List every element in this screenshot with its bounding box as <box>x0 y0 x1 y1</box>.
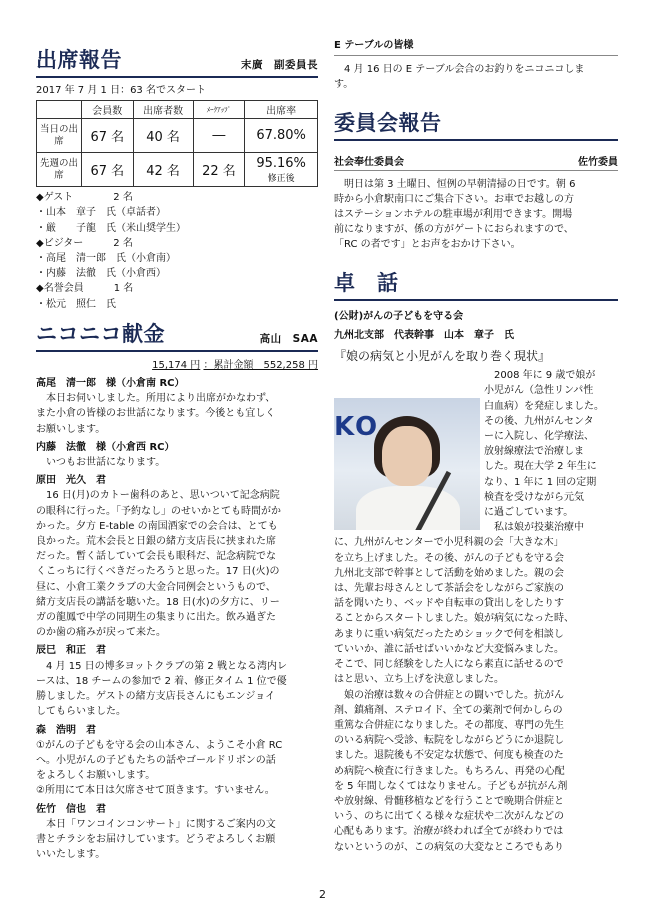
talk-line: ないというのが、この病気の大変なところでもあり <box>334 841 564 853</box>
entry-line: だった。暫く話していて会長も眼科だ、記念病院でな <box>36 551 276 563</box>
entry-line: お願いします。 <box>36 423 106 435</box>
talk-line: 白血病）を発症しました。 <box>484 400 604 412</box>
talk-line: を 5 年間しなくてはなりません。子どもが抗がん剤 <box>334 780 568 792</box>
attendance-list <box>36 190 318 312</box>
niko-reporter: 高山 SAA <box>259 332 318 345</box>
talk-line: 剤、鎮痛剤、ステロイド、全ての薬剤で何かしらの <box>334 704 563 716</box>
row-rate-cell <box>245 153 318 187</box>
talk-line: 検査を受けながら元気 <box>484 491 584 503</box>
talk-title: 卓 話 <box>334 270 399 295</box>
attendance-summary: 2017 年 7 月 1 日：63 名でスタート <box>36 85 206 96</box>
talk-line: ていいか、誰に話せばいいかなど大変悩みました。 <box>334 643 564 655</box>
photo-speaker-face <box>382 426 432 486</box>
talk-line: その後、九州がんセンタ <box>484 415 594 427</box>
talk-line: した。現在大学 2 年生に <box>484 461 597 473</box>
etable-heading <box>334 38 618 56</box>
entry-line: をよろしくお願いします。 <box>36 770 156 782</box>
niko-entry <box>36 473 318 640</box>
committee-line: 「RC の者です」とお声をおかけ下さい。 <box>334 239 521 251</box>
etable-line: 4 月 16 日の E テーブル会合のお釣りをニコニコしま <box>344 64 585 76</box>
committee-line: 時から小倉駅南口にご集合下さい。お車でお越しの方 <box>334 193 574 205</box>
page-number: 2 <box>319 888 326 901</box>
talk-line: に過ごしています。 <box>484 507 574 519</box>
talk-line: なり、1 年に 1 回の定期 <box>484 476 597 488</box>
niko-totals <box>36 358 318 373</box>
row-members: 67 名 <box>82 119 134 153</box>
entry-line: ースは、18 チームの参加で 2 着、修正タイム 1 位で優 <box>36 675 287 687</box>
table-header-cell: 出席者数 <box>133 101 193 119</box>
row-members: 67 名 <box>82 153 134 187</box>
row-label: 当日の出席 <box>37 119 82 153</box>
talk-line: ました。退院後も不安定な状態で、何度も検査のた <box>334 750 564 762</box>
committee-line: 明日は第 3 土曜日、恒例の早朝清掃の日です。朝 6 <box>344 178 576 190</box>
niko-total-today: 15,174 円 <box>152 359 201 371</box>
list-item: ・高尾 清一郎 氏（小倉南） <box>36 253 176 265</box>
entry-line: 緒方支店長の講話を聴いた。18 日(水)の夕方に、リー <box>36 596 280 608</box>
committee-section: 社会奉仕委員会 <box>334 156 404 168</box>
table-row <box>37 153 318 187</box>
talk-line: あまりに重い病気だったためショックで何を相談し <box>334 628 564 640</box>
entry-line: へ。小児がんの子どもたちの話やゴールドリボンの話 <box>36 754 276 766</box>
table-row <box>37 119 318 153</box>
talk-line: いう、のちに出てくる様々な症状や二次がんなどの <box>334 811 564 823</box>
talk-line: を立ち上げました。その後、がんの子どもを守る会 <box>334 552 564 564</box>
talk-org: (公財)がんの子どもを守る会 <box>334 310 464 322</box>
row-makeup: ― <box>193 119 245 153</box>
talk-line: ることからスタートしました。娘が病気になった時、 <box>334 613 574 625</box>
table-header-cell: 出席率 <box>245 101 318 119</box>
niko-total-cumulative: ：累計金額 552,258 円 <box>203 359 318 371</box>
row-rate: 95.16% <box>256 155 306 171</box>
entry-name: 内藤 法徹 様（小倉西 RC） <box>36 441 175 453</box>
entry-line: 本日お伺いしました。所用により出席がかなわず、 <box>46 393 276 405</box>
committee-line: はステーションホテルの駐車場が利用できます。開場 <box>334 209 573 221</box>
entry-line: 書とチラシをお届けしています。どうぞよろしくお願 <box>36 833 276 845</box>
entry-line: くこっちに行くべきだったろうと思った。17 日(火)の <box>36 566 280 578</box>
entry-line: ②所用にて本日は欠席させて頂きます。すいません。 <box>36 785 275 797</box>
row-makeup: 22 名 <box>193 153 245 187</box>
list-item: ・松元 照仁 氏 <box>36 298 116 310</box>
talk-side-text <box>484 368 618 535</box>
talk-line: はと思い、立ち上げを決意しました。 <box>334 674 504 686</box>
row-rate: 67.80% <box>245 119 318 153</box>
talk-subtitle: 『娘の病気と小児がんを取り巻く現状』 <box>334 349 551 364</box>
niko-entry <box>36 802 318 863</box>
speaker-photo <box>334 398 480 530</box>
entry-name: 辰巳 和正 君 <box>36 645 106 657</box>
niko-entry <box>36 440 318 470</box>
entry-line: また小倉の皆様のお世話になります。今後とも宜しく <box>36 408 276 420</box>
attendance-table <box>36 100 318 187</box>
entry-name: 森 浩明 君 <box>36 724 96 736</box>
committee-line: 前になりますが、係の方がゲートにおられますので、 <box>334 224 574 236</box>
entry-line: いいたします。 <box>36 849 106 861</box>
table-header-cell <box>37 101 82 119</box>
entry-name: 佐竹 信也 君 <box>36 803 106 815</box>
photo-speaker-body <box>356 486 460 530</box>
talk-line: 私は娘が投薬治療中 <box>494 522 584 534</box>
list-item: ◆ビジター 2 名 <box>36 237 133 249</box>
talk-line: は、先輩お母さんとして茶話会をしながらご家族の <box>334 583 564 595</box>
left-column <box>36 0 318 862</box>
entry-line: ①がんの子どもを守る会の山本さん、ようこそ小倉 RC <box>36 739 283 751</box>
talk-line: 放射線療法で治療しま <box>484 446 584 458</box>
entry-line: の眼科に行った。「予約なし」のせいかとても時間がか <box>36 505 281 517</box>
entry-line: 16 日(月)のカトー歯科のあと、思いついて記念病院 <box>46 490 280 502</box>
committee-heading <box>334 107 618 141</box>
entry-name: 高尾 清一郎 様（小倉南 RC） <box>36 378 185 390</box>
entry-line: ガの龍鳳で中学の同期生の集まりに出た。飲み過ぎた <box>36 612 276 624</box>
committee-body <box>334 177 618 253</box>
list-item: ・厳 子龍 氏（米山奨学生） <box>36 222 186 234</box>
niko-title: ニコニコ献金 <box>36 321 165 346</box>
attendance-heading <box>36 44 318 78</box>
talk-line: 小児がん（急性リンパ性 <box>484 385 594 397</box>
entry-line: 4 月 15 日の博多ヨットクラブの第 2 戦となる湾内レ <box>46 660 287 672</box>
talk-line: のいる病院へ受診、転院をしながらどうにか退院し <box>334 735 564 747</box>
talk-line: そこで、同じ経験をした人になら素直に話せるので <box>334 659 564 671</box>
talk-line: 2008 年に 9 歳で娘が <box>494 370 596 382</box>
talk-line: 娘の治療は数々の合併症との闘いでした。抗がん <box>344 689 564 701</box>
photo-banner-text: KO <box>334 412 380 442</box>
row-attendees: 40 名 <box>133 119 193 153</box>
talk-line: ーに入院し、化学療法、 <box>484 431 594 443</box>
committee-reporter: 佐竹委員 <box>578 156 618 168</box>
niko-heading <box>36 318 318 352</box>
attendance-title: 出席報告 <box>36 48 122 72</box>
table-header-row <box>37 101 318 119</box>
talk-speaker: 九州北支部 代表幹事 山本 章子 氏 <box>334 329 514 341</box>
entry-line: してもらいました。 <box>36 706 126 718</box>
talk-line: 九州北支部で幹事として活動を始めました。親の会 <box>334 567 564 579</box>
talk-line: め病院へ検査に行きました。もちろん、再発の心配 <box>334 765 565 777</box>
entry-line: のか歯の痛みが戻って来た。 <box>36 627 166 639</box>
row-attendees: 42 名 <box>133 153 193 187</box>
list-item: ・内藤 法徹 氏（小倉西） <box>36 268 166 280</box>
list-item: ◆ゲスト 2 名 <box>36 192 133 204</box>
table-header-cell: ﾒｰｸｱｯﾌﾟ <box>193 101 245 119</box>
etable-title: E テーブルの皆様 <box>334 40 414 51</box>
talk-line: 心配もあります。治療が終われば全てが終わりでは <box>334 826 564 838</box>
etable-line: す。 <box>334 79 354 91</box>
list-item: ◆名誉会員 1 名 <box>36 283 134 295</box>
talk-line: や放射線、骨髄移植などを行うことで晩期合併症と <box>334 795 564 807</box>
right-column <box>334 0 618 855</box>
entry-line: 良かった。荒木会長と日銀の緒方支店長に挟まれた席 <box>36 536 276 548</box>
talk-line: に、九州がんセンターで小児科親の会「大きな木」 <box>334 537 564 549</box>
niko-entry <box>36 723 318 799</box>
niko-entry <box>36 376 318 437</box>
list-item: ・山本 章子 氏（卓話者） <box>36 207 166 219</box>
talk-line: 重篤な合併症になりました。その都度、専門の先生 <box>334 719 564 731</box>
attendance-reporter: 末廣 副委員長 <box>241 59 318 71</box>
entry-line: いつもお世話になります。 <box>46 457 166 469</box>
committee-title: 委員会報告 <box>334 110 442 135</box>
row-rate-note: 修正後 <box>267 173 295 184</box>
row-label: 先週の出席 <box>37 153 82 187</box>
committee-section-head <box>334 153 618 171</box>
niko-entry <box>36 643 318 719</box>
entry-line: 勝しました。ゲストの緒方支店長さんにもエンジョイ <box>36 691 276 703</box>
talk-line: 話を聞いたり、ベッドや自転車の貸出しをしたりす <box>334 598 564 610</box>
entry-line: 昼に、小倉工業クラブの大金合同例会というもので、 <box>36 581 276 593</box>
entry-line: 本日「ワンコインコンサート」に関するご案内の文 <box>46 818 276 830</box>
table-header-cell: 会員数 <box>82 101 134 119</box>
talk-full-text <box>334 535 618 854</box>
talk-heading <box>334 267 618 301</box>
entry-name: 原田 光久 君 <box>36 475 106 487</box>
entry-line: かった。夕方 E-table の南国酒家での会合は、とても <box>36 520 278 532</box>
